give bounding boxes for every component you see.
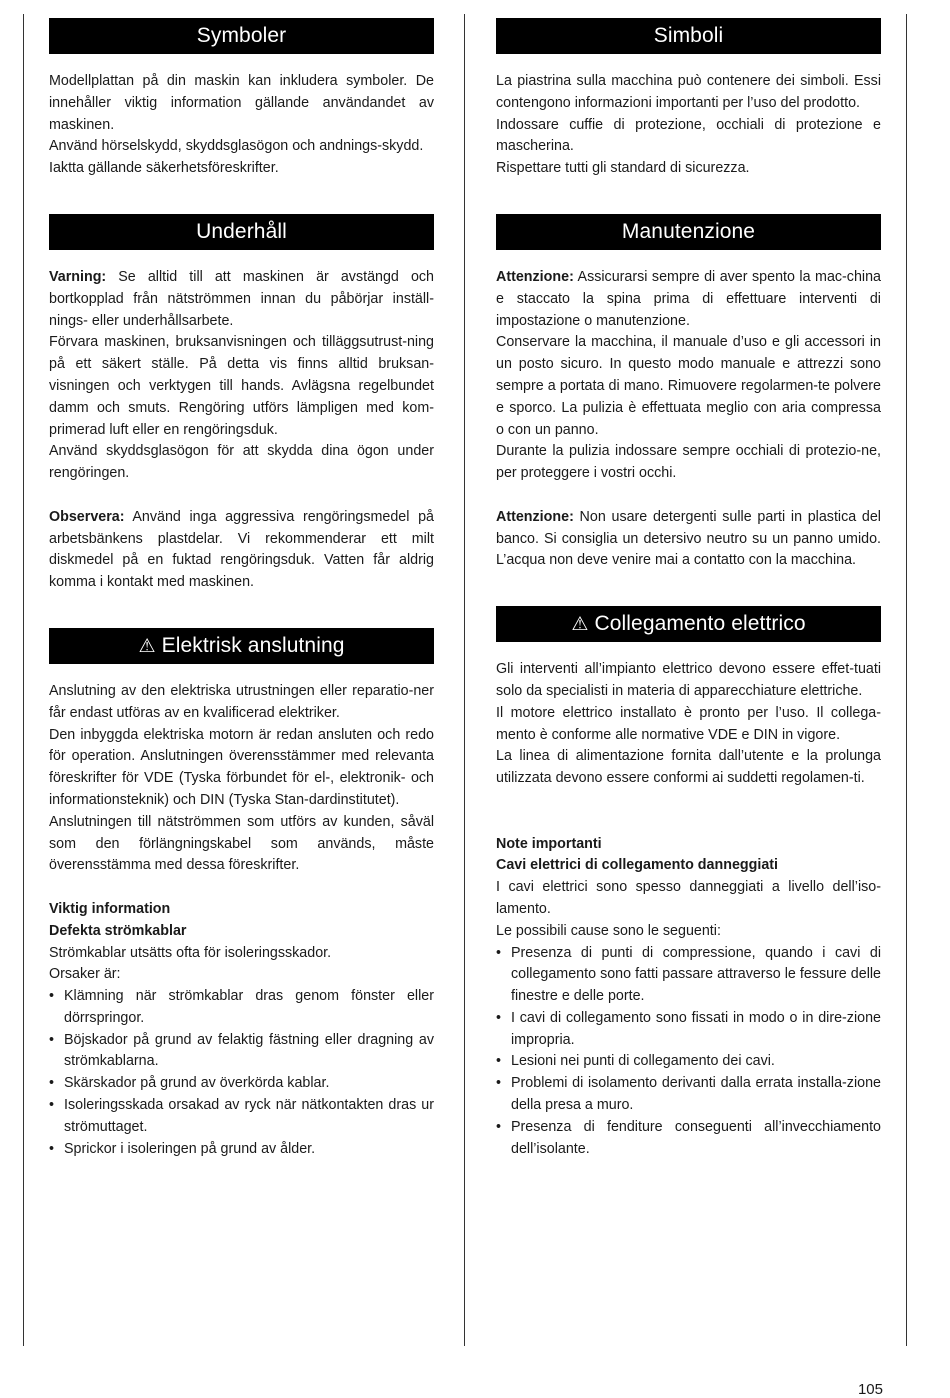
section-title: Collegamento elettrico [594,612,806,636]
warning-text: Se alltid till att maskinen är avstängd och bortkopplad från nätströmmen innan du påbörjar inställ-nings- eller underhållsarbete. [49,268,434,329]
list-item: • Problemi di isolamento derivanti dalla errata installa-zione della presa a muro. [496,1073,881,1117]
important-heading: Note importanti [496,835,602,852]
paragraph: La piastrina sulla macchina può contenere dei simboli. Essi contengono informazioni importanti per l’uso del prodotto. [496,73,881,111]
paragraph: Strömkablar utsätts ofta för isoleringsskador. [49,944,332,961]
section-body [49,681,434,1161]
paragraph: I cavi elettrici sono spesso danneggiati a livello dell’iso-lamento. [496,879,881,917]
center-column-rule [464,14,465,1346]
section-title-bar [496,606,881,642]
section-title: Simboli [496,18,881,54]
section-symbols [49,18,434,180]
section-maintenance [49,214,434,594]
list-item: • Isoleringsskada orsakad av ryck när nätkontakten dras ur strömuttaget. [49,1095,434,1139]
paragraph: Iaktta gällande säkerhetsföreskrifter. [49,160,279,177]
paragraph: Il motore elettrico installato è pronto per l’uso. Il collega-mento è conforme alle normative VDE e DIN in vigore. [496,704,881,743]
list-item: • I cavi di collegamento sono fissati in modo o in dire-zione impropria. [496,1008,881,1052]
section-maintenance [496,214,881,572]
warning-triangle-icon: ⚠ [571,614,589,636]
section-title: Underhåll [49,214,434,250]
right-margin-rule [906,14,907,1346]
column-swedish [49,18,434,1160]
section-body [496,71,881,180]
left-margin-rule [23,14,24,1346]
list-item: • Skärskador på grund av överkörda kablar. [49,1073,434,1095]
paragraph: Rispettare tutti gli standard di sicurezza. [496,160,750,177]
list-item: • Presenza di fenditure conseguenti all’invecchiamento dell’isolante. [496,1117,881,1161]
note-label: Attenzione: [496,508,574,525]
paragraph: Durante la pulizia indossare sempre occhiali di protezio-ne, per proteggere i vostri occhi. [496,443,881,482]
section-symbols [496,18,881,180]
section-body [496,659,881,1160]
warning-text: Assicurarsi sempre di aver spento la mac-china e staccato la spina prima di effettuare interventi di impostazione o manutenzione. [496,268,881,329]
warning-label: Attenzione: [496,268,574,285]
paragraph: Förvara maskinen, bruksanvisningen och tilläggsutrust-ning på ett säkert ställe. På detta vis finns alltid bruksan-visningen och verktygen till hands. Avlägsna regelbundet damm och smuts. Rengöring utförs lämpligen med kom-primerad luft eller en rengöringsduk. [49,334,434,438]
section-title-bar [49,628,434,664]
note-text: Använd inga aggressiva rengöringsmedel på arbetsbänkens plastdelar. Vi rekommenderar ett milt diskmedel på en fuktad rengöringsduk. Vatten får aldrig komma i kontakt med maskinen. [49,508,434,591]
list-item: • Klämning när strömkablar dras genom fönster eller dörrspringor. [49,986,434,1030]
warning-paragraph [496,267,881,332]
list-item: • Böjskador på grund av felaktig fästning eller dragning av strömkablarna. [49,1030,434,1074]
list-item: • Sprickor i isoleringen på grund av ålder. [49,1139,434,1161]
paragraph: Le possibili cause sono le seguenti: [496,922,721,939]
paragraph: Gli interventi all’impianto elettrico devono essere effet-tuati solo da specialisti in materia di apparecchiature elettriche. [496,661,881,699]
paragraph: Indossare cuffie di protezione, occhiali di protezione e mascherina. [496,116,881,155]
paragraph: Conservare la macchina, il manuale d’uso e gli accessori in un posto sicuro. In questo modo manuale e attrezzi sono sempre a portata di mano. Rimuovere regolarmen-te polvere e sporco. La pulizia è effettuata meglio con aria compressa o con un panno. [496,334,881,438]
warning-label: Varning: [49,268,107,285]
paragraph: Använd hörselskydd, skyddsglasögon och andnings-skydd. [49,138,424,155]
list-item: • Lesioni nei punti di collegamento dei cavi. [496,1051,881,1073]
warning-triangle-icon: ⚠ [138,635,156,657]
paragraph: Den inbyggda elektriska motorn är redan ansluten och redo för operation. Anslutningen överensstämmer med relevanta föreskrifter för VDE (Tyska förbundet för el-, elektronik- och informationsteknik) och DIN (Tyska Stan-dardinstitutet). [49,726,434,808]
section-electrical [49,628,434,1161]
section-body [496,267,881,572]
note-paragraph [49,507,434,594]
paragraph: La linea di alimentazione fornita dall’utente e la prolunga utilizzata devono essere conformi ai suddetti regolamen-ti. [496,748,881,787]
paragraph: Anslutning av den elektriska utrustningen eller reparatio-ner får endast utföras av en kvalificerad elektriker. [49,682,434,721]
section-electrical [496,606,881,1160]
important-heading: Viktig information [49,900,171,917]
paragraph: Använd skyddsglasögon för att skydda dina ögon under rengöringen. [49,443,434,482]
paragraph: Orsaker är: [49,966,121,983]
section-body [49,267,434,594]
list-item: • Presenza di punti di compressione, quando i cavi di collegamento sono fatti passare attraverso le fessure delle finestre e delle porte. [496,943,881,1008]
section-title: Symboler [49,18,434,54]
section-title: Manutenzione [496,214,881,250]
note-label: Observera: [49,508,125,525]
bullet-list [49,986,434,1160]
note-text: Non usare detergenti sulle parti in plastica del banco. Si consiglia un detersivo neutro su un panno umido. L’acqua non deve venire mai a contatto con la macchina. [496,508,881,569]
section-body [49,71,434,180]
warning-paragraph [49,267,434,332]
column-italian [496,18,881,1160]
important-subheading: Cavi elettrici di collegamento danneggiati [496,857,779,874]
note-paragraph [496,507,881,572]
paragraph: Modellplattan på din maskin kan inkludera symboler. De innehåller viktig information gällande användandet av maskinen. [49,73,434,133]
important-subheading: Defekta strömkablar [49,922,187,939]
section-title: Elektrisk anslutning [161,633,345,657]
paragraph: Anslutningen till nätströmmen som utförs av kunden, såväl som den förlängningskabel som används, måste överensstämma med dessa föreskrifter. [49,813,434,874]
page-number: 105 [857,1381,883,1398]
bullet-list [496,943,881,1161]
